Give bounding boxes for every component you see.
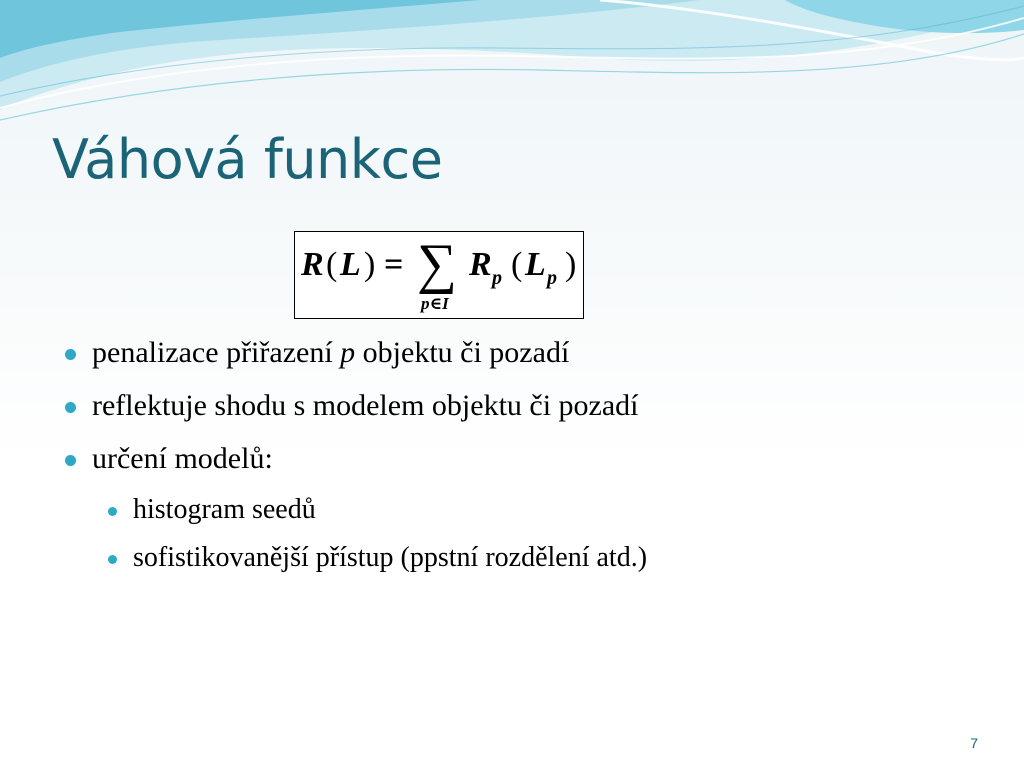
formula-equals: = [384, 246, 404, 283]
formula-sum-symbol: ∑ [417, 233, 457, 295]
sub-bullet-text: histogram seedů [133, 494, 316, 525]
formula-term-subscript: p [492, 267, 502, 289]
formula-box [294, 231, 584, 319]
bullet-dot-icon [65, 455, 76, 466]
sub-bullet-dot-icon [108, 555, 117, 564]
sub-bullet-item [133, 542, 647, 574]
sub-bullet-dot-icon [108, 507, 117, 516]
formula-paren-open: ( [326, 246, 338, 283]
bullet-item [92, 336, 569, 370]
bullet-text: objektu či pozadí [355, 336, 570, 369]
formula-term-arg: L [525, 246, 546, 283]
header-wave-decoration [0, 0, 1024, 140]
bullet-text: penalizace přiřazení [92, 336, 341, 369]
bullet-text: určení modelů: [92, 442, 273, 475]
bullet-item [92, 442, 273, 476]
formula-term-arg-subscript: p [547, 267, 557, 289]
bullet-item [92, 389, 639, 423]
formula-sum-subscript: p∈I [421, 294, 449, 313]
formula-term: R [469, 246, 492, 283]
formula-term-paren-open: ( [511, 246, 523, 283]
formula-lhs-arg: L [340, 246, 361, 283]
page-number: 7 [970, 735, 978, 751]
weight-function-formula [295, 232, 585, 320]
formula-term-paren-close: ) [565, 246, 577, 283]
bullet-text: reflektuje shodu s modelem objektu či pozadí [92, 389, 639, 422]
formula-lhs: R [301, 246, 324, 283]
bullet-dot-icon [65, 349, 76, 360]
sub-bullet-text: sofistikovanější přístup (ppstní rozdělení atd.) [133, 542, 648, 573]
bullet-dot-icon [65, 402, 76, 413]
formula-paren-close: ) [364, 246, 376, 283]
sub-bullet-item [133, 494, 316, 526]
slide-title: Váhová funkce [52, 128, 443, 191]
bullet-emphasis: p [340, 336, 356, 369]
